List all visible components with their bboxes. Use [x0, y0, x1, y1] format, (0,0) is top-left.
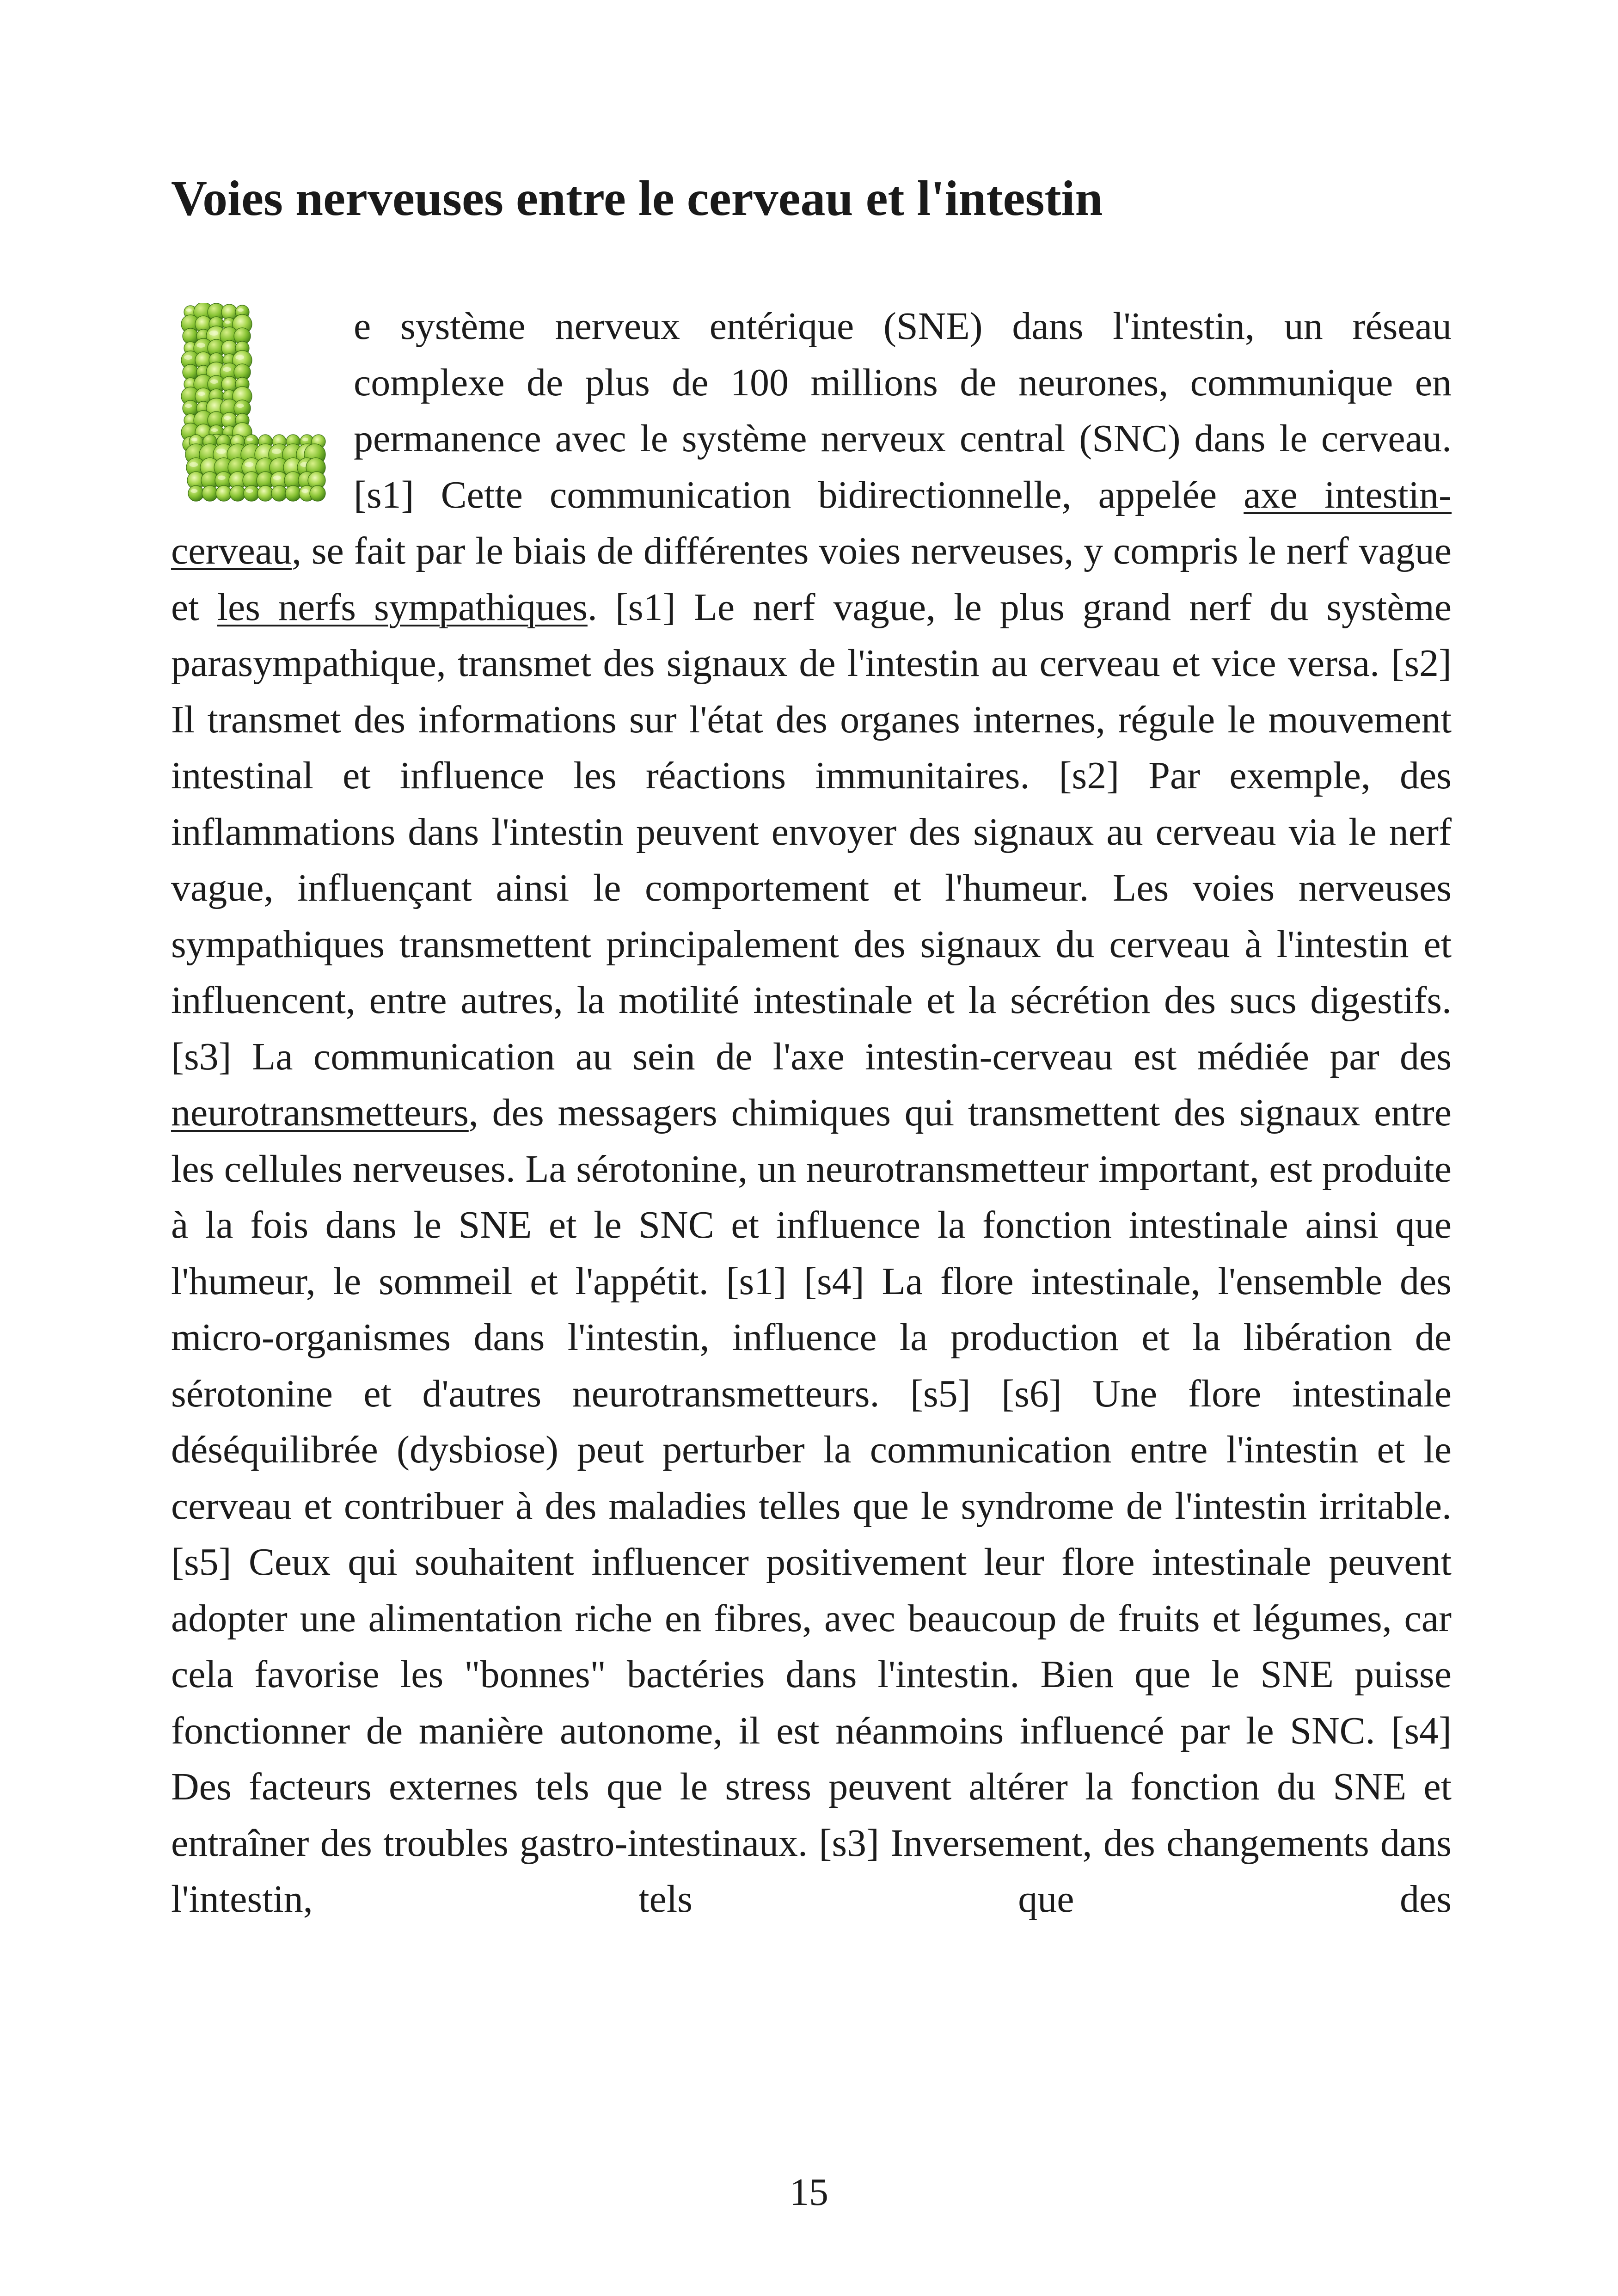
- link-axe-intestin-cerveau[interactable]: axe intestin-cerveau: [171, 473, 1452, 572]
- page-number: 15: [790, 2171, 828, 2214]
- body-text-segment: e système nerveux entérique (SNE) dans l'intestin, un réseau complexe de plus de 100 millions de neurones, communique en permanence avec le système nerveux central (SNC) dans le cerveau. [s1] Cette communication bidirectionnelle, appelée: [354, 305, 1452, 516]
- chapter-title: Voies nerveuses entre le cerveau et l'intestin: [171, 171, 1103, 226]
- body-text-segment: , se fait par le biais de différentes voies nerveuses, y compris le nerf vague et: [171, 529, 1452, 629]
- leaf-letter-l-icon: [171, 303, 326, 516]
- link-neurotransmetteurs[interactable]: neurotransmetteurs: [171, 1091, 469, 1134]
- link-nerfs-sympathiques[interactable]: les nerfs sympathiques: [217, 585, 588, 629]
- body-text-segment: . [s1] Le nerf vague, le plus grand nerf du système parasympathique, transmet des signaux de l'intestin au cerveau et vice versa. [s2] Il transmet des informations sur l'état des organes internes, régule le mouvement intestinal et influence les réactions immunitaires. [s2] Par exemple, des inflammations dans l'intestin peuvent envoyer des signaux au cerveau via le nerf vague, influençant ainsi le comportement et l'humeur. Les voies nerveuses sympathiques transmettent principalement des signaux du cerveau à l'intestin et influencent, entre autres, la motilité intestinale et la sécrétion des sucs digestifs. [s3] La communication au sein de l'axe intestin-cerveau est médiée par des: [171, 585, 1452, 1078]
- body-text-segment: , des messagers chimiques qui transmettent des signaux entre les cellules nerveuses. La sérotonine, un neurotransmetteur important, est produite à la fois dans le SNE et le SNC et influence la fonction intestinale ainsi que l'humeur, le sommeil et l'appétit. [s1] [s4] La flore intestinale, l'ensemble des micro-organismes dans l'intestin, influence la production et la libération de sérotonine et d'autres neurotransmetteurs. [s5] [s6] Une flore intestinale déséquilibrée (dysbiose) peut perturber la communication entre l'intestin et le cerveau et contribuer à des maladies telles que le syndrome de l'intestin irritable. [s5] Ceux qui souhaitent influencer positivement leur flore intestinale peuvent adopter une alimentation riche en fibres, avec beaucoup de fruits et légumes, car cela favorise les "bonnes" bactéries dans l'intestin. Bien que le SNE puisse fonctionner de manière autonome, il est néanmoins influencé par le SNC. [s4] Des facteurs externes tels que le stress peuvent altérer la fonction du SNE et entraîner des troubles gastro-intestinaux. [s3] Inversement, des changements dans l'intestin, tels que des: [171, 1091, 1452, 1921]
- body-paragraph: [171, 298, 1452, 1928]
